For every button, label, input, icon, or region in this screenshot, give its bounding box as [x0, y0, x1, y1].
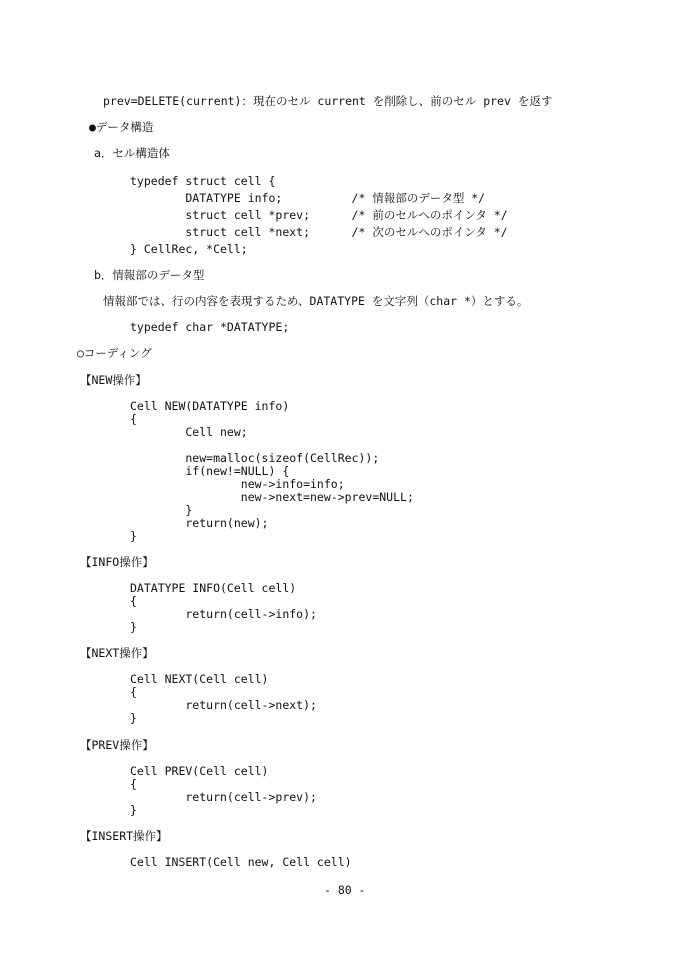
new-op-label: 【NEW操作】: [80, 373, 147, 387]
section-b-text: 情報部では、行の内容を表現するため、DATATYPE を文字列（char *）とする。: [103, 294, 529, 308]
code-line: DATATYPE info; /* 情報部のデータ型 */: [130, 191, 486, 205]
code-line: return(new);: [130, 516, 269, 530]
data-structure-heading: ●データ構造: [89, 120, 154, 134]
code-line: {: [130, 777, 137, 791]
code-line: Cell NEXT(Cell cell): [130, 672, 269, 686]
info-op-label: 【INFO操作】: [80, 555, 154, 569]
code-line: return(cell->prev);: [130, 790, 317, 804]
page-number: - 80 -: [324, 883, 366, 897]
code-line: return(cell->next);: [130, 698, 317, 712]
code-line: return(cell->info);: [130, 607, 317, 621]
code-line: new->next=new->prev=NULL;: [130, 490, 414, 504]
code-line: if(new!=NULL) {: [130, 464, 290, 478]
code-line: }: [130, 503, 193, 517]
code-line: struct cell *prev; /* 前のセルへのポインタ */: [130, 208, 508, 222]
code-line: Cell INSERT(Cell new, Cell cell): [130, 855, 352, 869]
next-op-label: 【NEXT操作】: [80, 646, 154, 660]
code-line: DATATYPE INFO(Cell cell): [130, 581, 297, 595]
section-b-heading: b．情報部のデータ型: [94, 268, 205, 282]
code-line: {: [130, 412, 137, 426]
code-line: } CellRec, *Cell;: [130, 242, 248, 256]
prev-op-label: 【PREV操作】: [80, 738, 154, 752]
code-line: Cell NEW(DATATYPE info): [130, 399, 290, 413]
coding-heading: ○コーディング: [77, 346, 152, 360]
intro-line: prev=DELETE(current)：現在のセル current を削除し、前のセル prev を返す: [103, 94, 553, 108]
code-line: }: [130, 620, 137, 634]
code-line: new=malloc(sizeof(CellRec));: [130, 451, 380, 465]
datatype-code-line: typedef char *DATATYPE;: [130, 320, 290, 334]
code-line: new->info=info;: [130, 477, 345, 491]
code-line: Cell new;: [130, 425, 248, 439]
code-line: {: [130, 685, 137, 699]
code-line: struct cell *next; /* 次のセルへのポインタ */: [130, 225, 508, 239]
code-line: typedef struct cell {: [130, 174, 276, 188]
section-a-heading: a．セル構造体: [94, 146, 170, 160]
code-line: }: [130, 529, 137, 543]
code-line: Cell PREV(Cell cell): [130, 764, 269, 778]
code-line: }: [130, 711, 137, 725]
code-line: }: [130, 803, 137, 817]
code-line: {: [130, 594, 137, 608]
insert-op-label: 【INSERT操作】: [80, 829, 168, 843]
